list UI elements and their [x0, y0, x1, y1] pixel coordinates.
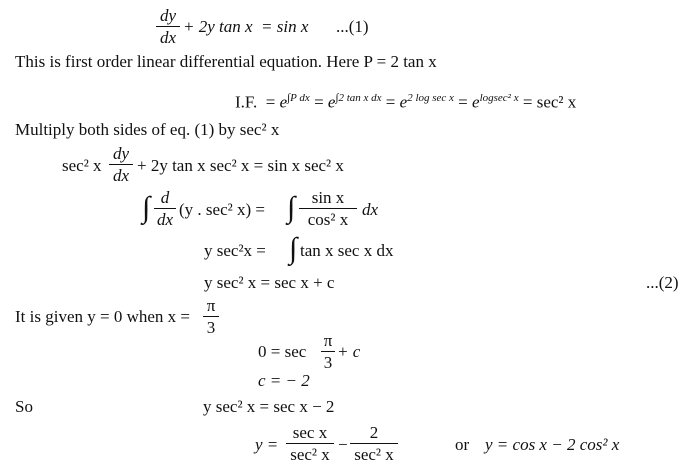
- step8-fraction2-numerator: 2: [369, 423, 379, 442]
- fraction-bar: [154, 208, 176, 209]
- step2-numerator: d: [160, 188, 170, 207]
- given-denominator: 3: [206, 318, 216, 337]
- integral-sign: ∫: [142, 191, 151, 224]
- multiply-text: Multiply both sides of eq. (1) by sec² x: [15, 120, 280, 139]
- step8-fraction1-numerator: sec x: [292, 423, 328, 442]
- step2-tail: dx: [362, 200, 379, 219]
- step8-alt: y = cos x − 2 cos² x: [485, 435, 620, 454]
- exp-e: e: [399, 92, 408, 112]
- given-fraction: [203, 296, 219, 337]
- fraction-bar: [299, 208, 357, 209]
- equals: =: [458, 92, 468, 112]
- equals: =: [314, 92, 324, 112]
- step5-fraction: [321, 331, 335, 372]
- exp-e: e: [327, 92, 336, 112]
- step4-tag: ...(2): [646, 273, 679, 292]
- exp-sup: ∫P dx: [287, 92, 310, 104]
- exp-sup: 2 log sec x: [407, 92, 454, 104]
- step5-tail: + c: [337, 342, 361, 361]
- step5-denominator: 3: [323, 353, 333, 372]
- step3-lhs: y sec²x =: [204, 241, 266, 260]
- step1-lhs-pre: sec² x: [62, 156, 102, 175]
- fraction-bar: [321, 351, 335, 352]
- step8-or: or: [455, 435, 470, 454]
- step5-numerator: π: [323, 331, 333, 350]
- step2-denominator: dx: [156, 210, 174, 229]
- intro-text: This is first order linear differential equation. Here P = 2 tan x: [15, 52, 437, 71]
- step7-equation: y sec² x = sec x − 2: [203, 397, 335, 416]
- exp-e: e: [279, 92, 288, 112]
- step8-fraction2-denominator: sec² x: [354, 445, 394, 464]
- step5-lhs: 0 = sec: [258, 342, 307, 361]
- step1-numerator: dy: [112, 144, 130, 163]
- step2-fraction2-numerator: sin x: [311, 188, 345, 207]
- step2-fraction: [154, 188, 176, 229]
- if-result: = sec² x: [522, 92, 577, 112]
- equals: =: [385, 92, 396, 112]
- step8-lhs: y =: [255, 435, 279, 454]
- step8-minus: −: [338, 435, 348, 454]
- given-numerator: π: [206, 296, 216, 315]
- step3-rhs: tan x sec x dx: [300, 241, 394, 260]
- fraction-bar: [286, 443, 334, 444]
- eq1-numerator: dy: [159, 6, 177, 25]
- fraction-bar: [350, 443, 398, 444]
- eq1-tag: ...(1): [336, 17, 369, 36]
- step2-fraction2-denominator: cos² x: [307, 210, 349, 229]
- fraction-bar: [109, 164, 133, 165]
- exp-sup: logsec² x: [479, 92, 519, 104]
- given-text: It is given y = 0 when x =: [15, 307, 190, 326]
- step8-fraction2: [350, 423, 398, 464]
- step8-fraction1: [286, 423, 334, 464]
- step1-fraction: [109, 144, 133, 185]
- fraction-bar: [203, 316, 219, 317]
- integral-sign: ∫: [289, 232, 298, 265]
- exp-e: e: [472, 92, 480, 112]
- step2-fraction2: [299, 188, 357, 229]
- step8-fraction1-denominator: sec² x: [290, 445, 330, 464]
- step2-inner: (y . sec² x) =: [179, 200, 265, 219]
- so-label: So: [15, 397, 33, 416]
- step6-equation: c = − 2: [258, 371, 310, 390]
- integral-sign: ∫: [287, 191, 296, 224]
- step1-lhs-post: + 2y tan x sec² x = sin x sec² x: [137, 156, 344, 175]
- eq1-rhs: [183, 17, 308, 37]
- if-label: I.F. =: [235, 92, 276, 112]
- eq1-rhs-text: + 2y tan x = sin x: [183, 17, 309, 36]
- eq1-denominator: dx: [159, 28, 177, 47]
- fraction-bar: [156, 26, 180, 27]
- exp-sup: ∫2 tan x dx: [335, 92, 382, 104]
- step4-equation: y sec² x = sec x + c: [204, 273, 335, 292]
- if-line: [235, 88, 576, 113]
- eq1-fraction: [156, 6, 180, 47]
- step1-denominator: dx: [112, 166, 130, 185]
